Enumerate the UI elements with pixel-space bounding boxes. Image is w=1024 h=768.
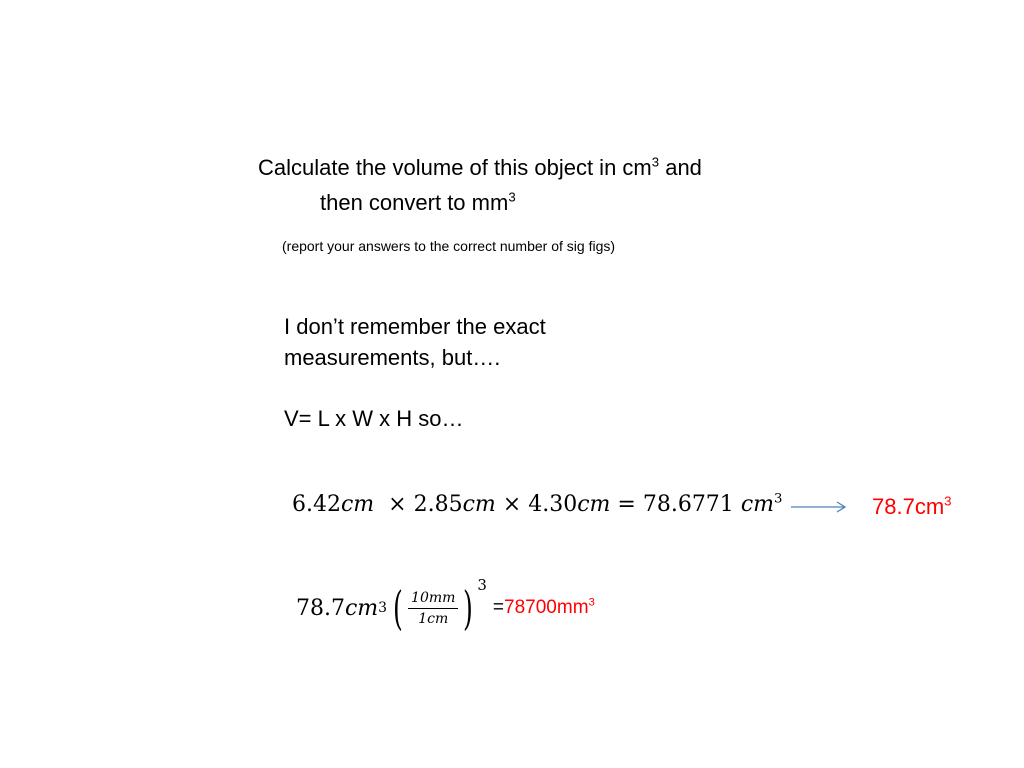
body-line-1: I don’t remember the exact bbox=[284, 314, 546, 339]
heading-line-2: then convert to $mm^3$ bbox=[320, 189, 516, 215]
converted-volume-answer: $78700mm^3$ bbox=[504, 596, 595, 618]
right-arrow-icon bbox=[790, 500, 848, 519]
volume-formula: V= L x W x H so… bbox=[284, 406, 464, 431]
sig-figs-note: (report your answers to the correct number of sig figs) bbox=[282, 238, 616, 254]
heading-line-1: Calculate the volume of this object in $cm^3$ and bbox=[258, 154, 702, 180]
conversion-fraction: $\frac{10mm}{1cm}$ bbox=[408, 590, 458, 627]
body-line-2: measurements, but…. bbox=[284, 345, 501, 370]
volume-equation: 6.42cm × 2.85cm × 4.30cm = 78.6771 $cm^3$ bbox=[292, 491, 783, 517]
conversion-equation: 78.7 cm 3 ( $\frac{10mm}{1cm}$ ) 3 = $78700mm^3$ bbox=[296, 576, 595, 635]
rounded-volume-answer: $78.7cm^3$ bbox=[872, 493, 952, 519]
